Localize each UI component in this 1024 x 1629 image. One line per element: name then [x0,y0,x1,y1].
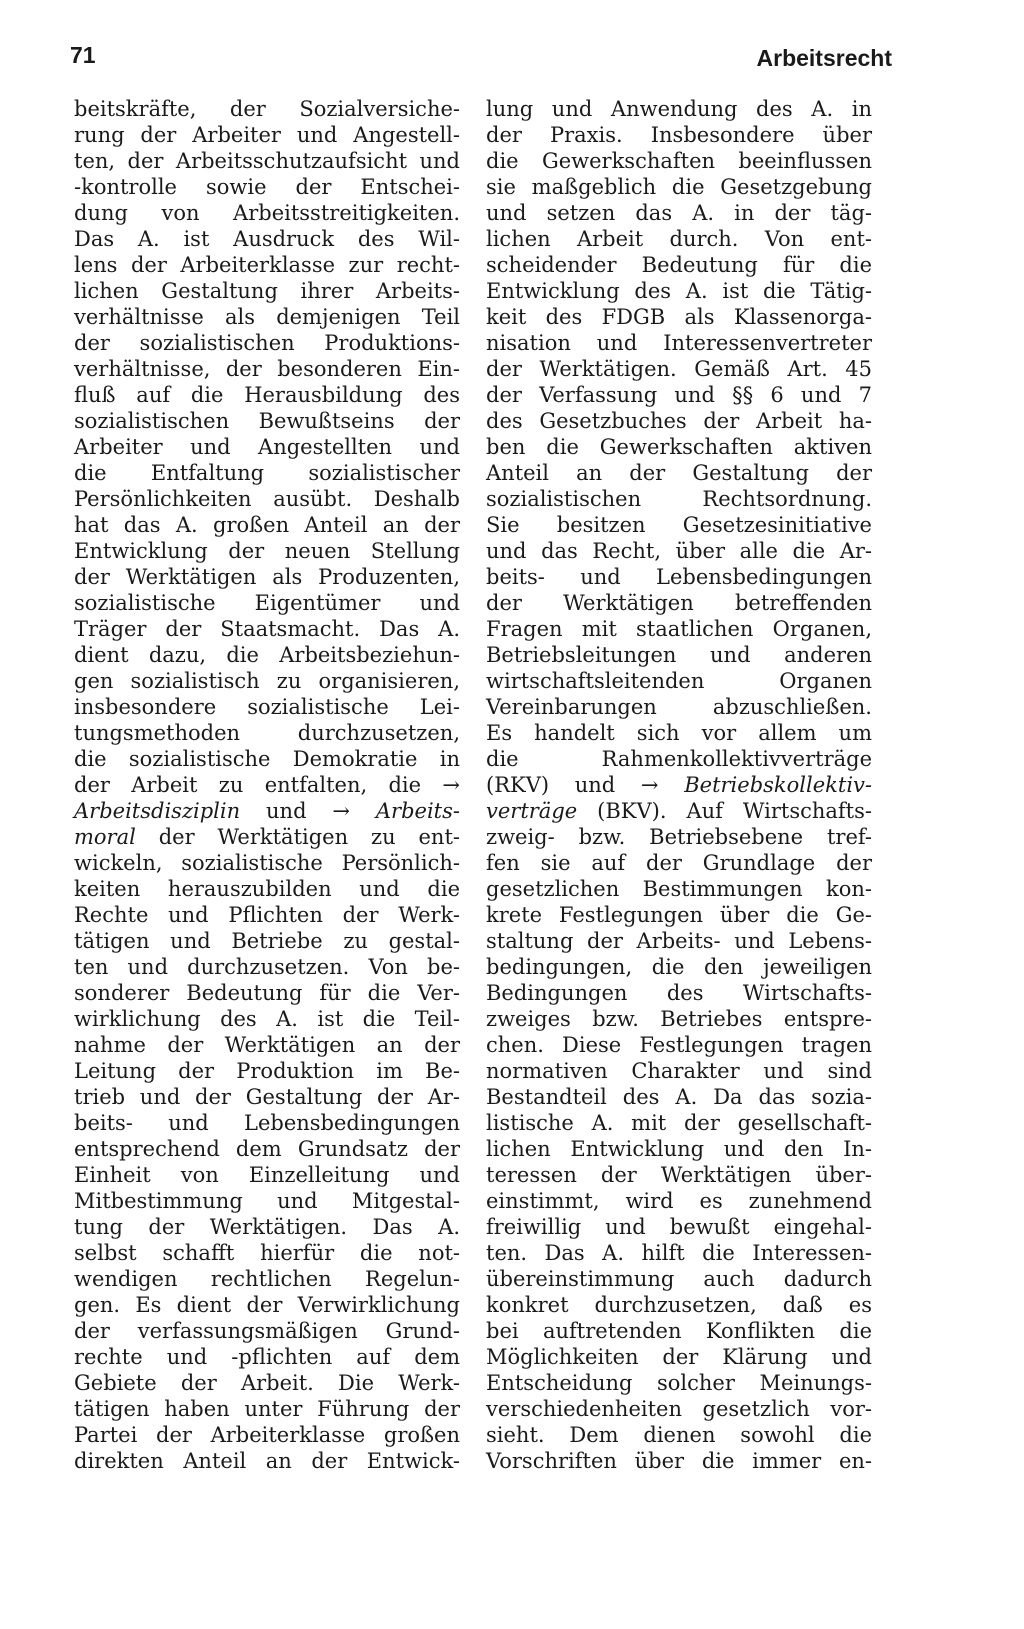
text-line [74,538,460,564]
text-line [486,980,872,1006]
line-text: gesetzlichen Bestimmungen kon- [486,877,872,901]
line-text: dung von Arbeitsstreitigkeiten. [74,201,460,225]
line-text: lichen Gestaltung ihrer Arbeits- [74,279,460,303]
line-text: die Rahmenkollektivverträge [486,747,872,771]
text-line [486,824,872,850]
line-text: Das A. ist Ausdruck des Wil- [74,227,460,251]
text-line [486,642,872,668]
text-line [486,200,872,226]
text-line [74,1006,460,1032]
line-text: die sozialistische Demokratie in [74,747,460,771]
text-line [74,1422,460,1448]
line-text: beits- und Lebensbedingungen [74,1111,460,1135]
text-line [486,1136,872,1162]
line-text: verhältnisse, der besonderen Ein- [74,357,460,381]
italic-term: Betriebskollektiv- [684,773,872,797]
text-line [486,928,872,954]
line-text: der Arbeit zu entfalten, die → [74,773,460,797]
line-text: wirklichung des A. ist die Teil- [74,1007,460,1031]
text-line [486,96,872,122]
text-line [486,252,872,278]
text-line [74,564,460,590]
text-line [74,616,460,642]
text-line [486,564,872,590]
line-text: ten. Das A. hilft die Interessen- [486,1241,872,1265]
text-line [486,1448,872,1474]
line-text: Vereinbarungen abzuschließen. [486,695,872,719]
running-head: Arbeitsrecht [756,45,892,71]
line-text: Anteil an der Gestaltung der [486,461,872,485]
text-line [74,434,460,460]
text-line [486,486,872,512]
line-text: chen. Diese Festlegungen tragen [486,1033,872,1057]
text-line [486,460,872,486]
text-line [486,616,872,642]
text-line [486,408,872,434]
line-text: Leitung der Produktion im Be- [74,1059,460,1083]
text-line [486,850,872,876]
line-text: der Werktätigen betreffenden [486,591,872,615]
line-text: der Werktätigen als Produzenten, [74,565,460,589]
line-text: lung und Anwendung des A. in [486,97,872,121]
line-text: konkret durchzusetzen, daß es [486,1293,872,1317]
text-line [486,1188,872,1214]
text-line [74,174,460,200]
line-text: der Verfassung und §§ 6 und 7 [486,383,872,407]
text-line [74,122,460,148]
text-line [486,1162,872,1188]
text-line [74,304,460,330]
line-text: sozialistische Eigentümer und [74,591,460,615]
text-line [74,902,460,928]
text-line [486,720,872,746]
text-line [486,1292,872,1318]
text-line [486,1240,872,1266]
text-line [74,850,460,876]
line-text: Arbeiter und Angestellten und [74,435,460,459]
text-line [74,252,460,278]
text-line [486,538,872,564]
text-line [486,356,872,382]
line-text: Rechte und Pflichten der Werk- [74,903,460,927]
text-line [74,1188,460,1214]
line-text: trieb und der Gestaltung der Ar- [74,1085,460,1109]
line-text: des Gesetzbuches der Arbeit ha- [486,409,872,433]
line-text: ten, der Arbeitsschutzaufsicht und [74,149,460,173]
text-line [486,1370,872,1396]
line-text: lens der Arbeiterklasse zur recht- [74,253,460,277]
line-text: Träger der Staatsmacht. Das A. [74,617,460,641]
line-text: Entscheidung solcher Meinungs- [486,1371,872,1395]
line-text: verschiedenheiten gesetzlich vor- [486,1397,872,1421]
line-text: Möglichkeiten der Klärung und [486,1345,872,1369]
text-line [74,512,460,538]
italic-term: moral [74,825,136,849]
line-text: ben die Gewerkschaften aktiven [486,435,872,459]
line-text: zweiges bzw. Betriebes entspre- [486,1007,872,1031]
text-line [74,1162,460,1188]
line-text: Betriebsleitungen und anderen [486,643,872,667]
line-text: (RKV) und → [486,773,685,797]
text-line [74,720,460,746]
text-line [74,954,460,980]
line-text: hat das A. großen Anteil an der [74,513,460,537]
line-text: freiwillig und bewußt eingehal- [486,1215,872,1239]
line-text: Partei der Arbeiterklasse großen [74,1423,460,1447]
text-line [74,1214,460,1240]
text-line [486,1006,872,1032]
text-line [486,798,872,824]
text-line [486,1422,872,1448]
line-text: wirtschaftsleitenden Organen [486,669,872,693]
line-text: bedingungen, die den jeweiligen [486,955,872,979]
text-line [486,304,872,330]
line-text: der Werktätigen. Gemäß Art. 45 [486,357,872,381]
line-text: sonderer Bedeutung für die Ver- [74,981,460,1005]
text-line [486,1084,872,1110]
line-text: Vorschriften über die immer en- [486,1449,872,1473]
text-line [486,1110,872,1136]
text-line [74,746,460,772]
line-text: Fragen mit staatlichen Organen, [486,617,872,641]
text-line [74,226,460,252]
text-line [486,278,872,304]
line-text: normativen Charakter und sind [486,1059,872,1083]
line-text: die Entfaltung sozialistischer [74,461,460,485]
line-text: entsprechend dem Grundsatz der [74,1137,460,1161]
line-text: beitskräfte, der Sozialversiche- [74,97,460,121]
line-text: verhältnisse als demjenigen Teil [74,305,460,329]
italic-term: verträge [486,799,578,823]
line-text: nisation und Interessenvertreter [486,331,872,355]
text-line [486,1318,872,1344]
line-text: Entwicklung des A. ist die Tätig- [486,279,872,303]
line-text: lichen Arbeit durch. Von ent- [486,227,872,251]
line-text: krete Festlegungen über die Ge- [486,903,872,927]
text-line [74,1266,460,1292]
text-line [486,434,872,460]
text-line [486,772,872,798]
line-text: gen sozialistisch zu organisieren, [74,669,460,693]
text-line [74,200,460,226]
line-text: Entwicklung der neuen Stellung [74,539,460,563]
line-text: sozialistischen Bewußtseins der [74,409,460,433]
line-text: Einheit von Einzelleitung und [74,1163,460,1187]
left-text-column [74,96,460,1474]
line-text: Mitbestimmung und Mitgestal- [74,1189,460,1213]
line-text: fluß auf die Herausbildung des [74,383,460,407]
text-line [74,460,460,486]
text-line [486,1032,872,1058]
line-text: insbesondere sozialistische Lei- [74,695,460,719]
line-text: übereinstimmung auch dadurch [486,1267,872,1291]
line-text: der Werktätigen zu ent- [135,825,460,849]
text-line [74,694,460,720]
line-text: fen sie auf der Grundlage der [486,851,872,875]
text-line [74,278,460,304]
text-line [486,746,872,772]
line-text: dient dazu, die Arbeitsbeziehun- [74,643,460,667]
text-line [74,876,460,902]
text-line [74,486,460,512]
text-line [74,382,460,408]
line-text: teressen der Werktätigen über- [486,1163,872,1187]
line-text: keit des FDGB als Klassenorga- [486,305,872,329]
line-text: beits- und Lebensbedingungen [486,565,872,589]
line-text: nahme der Werktätigen an der [74,1033,460,1057]
text-line [486,174,872,200]
right-text-column [486,96,872,1474]
line-text: Gebiete der Arbeit. Die Werk- [74,1371,460,1395]
text-line [486,1396,872,1422]
text-line [74,1110,460,1136]
text-line [486,694,872,720]
line-text: sie maßgeblich die Gesetzgebung [486,175,872,199]
line-text: Sie besitzen Gesetzesinitiative [486,513,872,537]
text-line [74,642,460,668]
text-line [74,824,460,850]
text-line [74,1448,460,1474]
text-line [486,382,872,408]
text-line [486,1058,872,1084]
italic-term: Arbeits- [375,799,460,823]
text-line [486,122,872,148]
line-text: wickeln, sozialistische Persönlich- [74,851,460,875]
text-line [74,330,460,356]
text-line [74,408,460,434]
line-text: scheidender Bedeutung für die [486,253,872,277]
line-text: selbst schafft hierfür die not- [74,1241,460,1265]
line-text: staltung der Arbeits- und Lebens- [486,929,872,953]
line-text: tätigen und Betriebe zu gestal- [74,929,460,953]
text-line [74,1370,460,1396]
line-text: Es handelt sich vor allem um [486,721,872,745]
text-line [74,1084,460,1110]
text-line [486,1344,872,1370]
line-text: und → [240,799,376,823]
line-text: -kontrolle sowie der Entschei- [74,175,460,199]
text-line [74,1240,460,1266]
line-text: Bestandteil des A. Da das sozia- [486,1085,872,1109]
line-text: der Praxis. Insbesondere über [486,123,872,147]
line-text: der verfassungsmäßigen Grund- [74,1319,460,1343]
text-line [74,356,460,382]
text-line [74,1058,460,1084]
line-text: tätigen haben unter Führung der [74,1397,460,1421]
text-line [74,1032,460,1058]
text-line [486,512,872,538]
line-text: rechte und -pflichten auf dem [74,1345,460,1369]
line-text: einstimmt, wird es zunehmend [486,1189,872,1213]
text-line [74,668,460,694]
line-text: lichen Entwicklung und den In- [486,1137,872,1161]
page-number: 71 [70,42,96,68]
text-line [486,876,872,902]
text-line [74,1318,460,1344]
line-text: keiten herauszubilden und die [74,877,460,901]
text-line [74,798,460,824]
text-line [486,148,872,174]
text-line [74,590,460,616]
line-text: der sozialistischen Produktions- [74,331,460,355]
line-text: zweig- bzw. Betriebsebene tref- [486,825,872,849]
text-line [74,1344,460,1370]
line-text: bei auftretenden Konflikten die [486,1319,872,1343]
line-text: direkten Anteil an der Entwick- [74,1449,460,1473]
line-text: die Gewerkschaften beeinflussen [486,149,872,173]
text-line [74,772,460,798]
line-text: (BKV). Auf Wirtschafts- [577,799,872,823]
text-line [74,980,460,1006]
text-line [486,1214,872,1240]
text-line [486,954,872,980]
line-text: Persönlichkeiten ausübt. Deshalb [74,487,460,511]
text-line [486,226,872,252]
text-line [486,330,872,356]
text-line [74,928,460,954]
line-text: und setzen das A. in der täg- [486,201,872,225]
text-line [486,1266,872,1292]
line-text: tung der Werktätigen. Das A. [74,1215,460,1239]
line-text: und das Recht, über alle die Ar- [486,539,872,563]
line-text: ten und durchzusetzen. Von be- [74,955,460,979]
text-line [74,148,460,174]
italic-term: Arbeitsdisziplin [74,799,241,823]
line-text: tungsmethoden durchzusetzen, [74,721,460,745]
text-line [74,1396,460,1422]
line-text: listische A. mit der gesellschaft- [486,1111,872,1135]
line-text: sieht. Dem dienen sowohl die [486,1423,872,1447]
text-line [486,668,872,694]
text-line [74,1136,460,1162]
line-text: rung der Arbeiter und Angestell- [74,123,460,147]
line-text: wendigen rechtlichen Regelun- [74,1267,460,1291]
line-text: Bedingungen des Wirtschafts- [486,981,872,1005]
text-line [74,96,460,122]
text-line [486,590,872,616]
line-text: gen. Es dient der Verwirklichung [74,1293,460,1317]
line-text: sozialistischen Rechtsordnung. [486,487,872,511]
text-line [74,1292,460,1318]
text-line [486,902,872,928]
